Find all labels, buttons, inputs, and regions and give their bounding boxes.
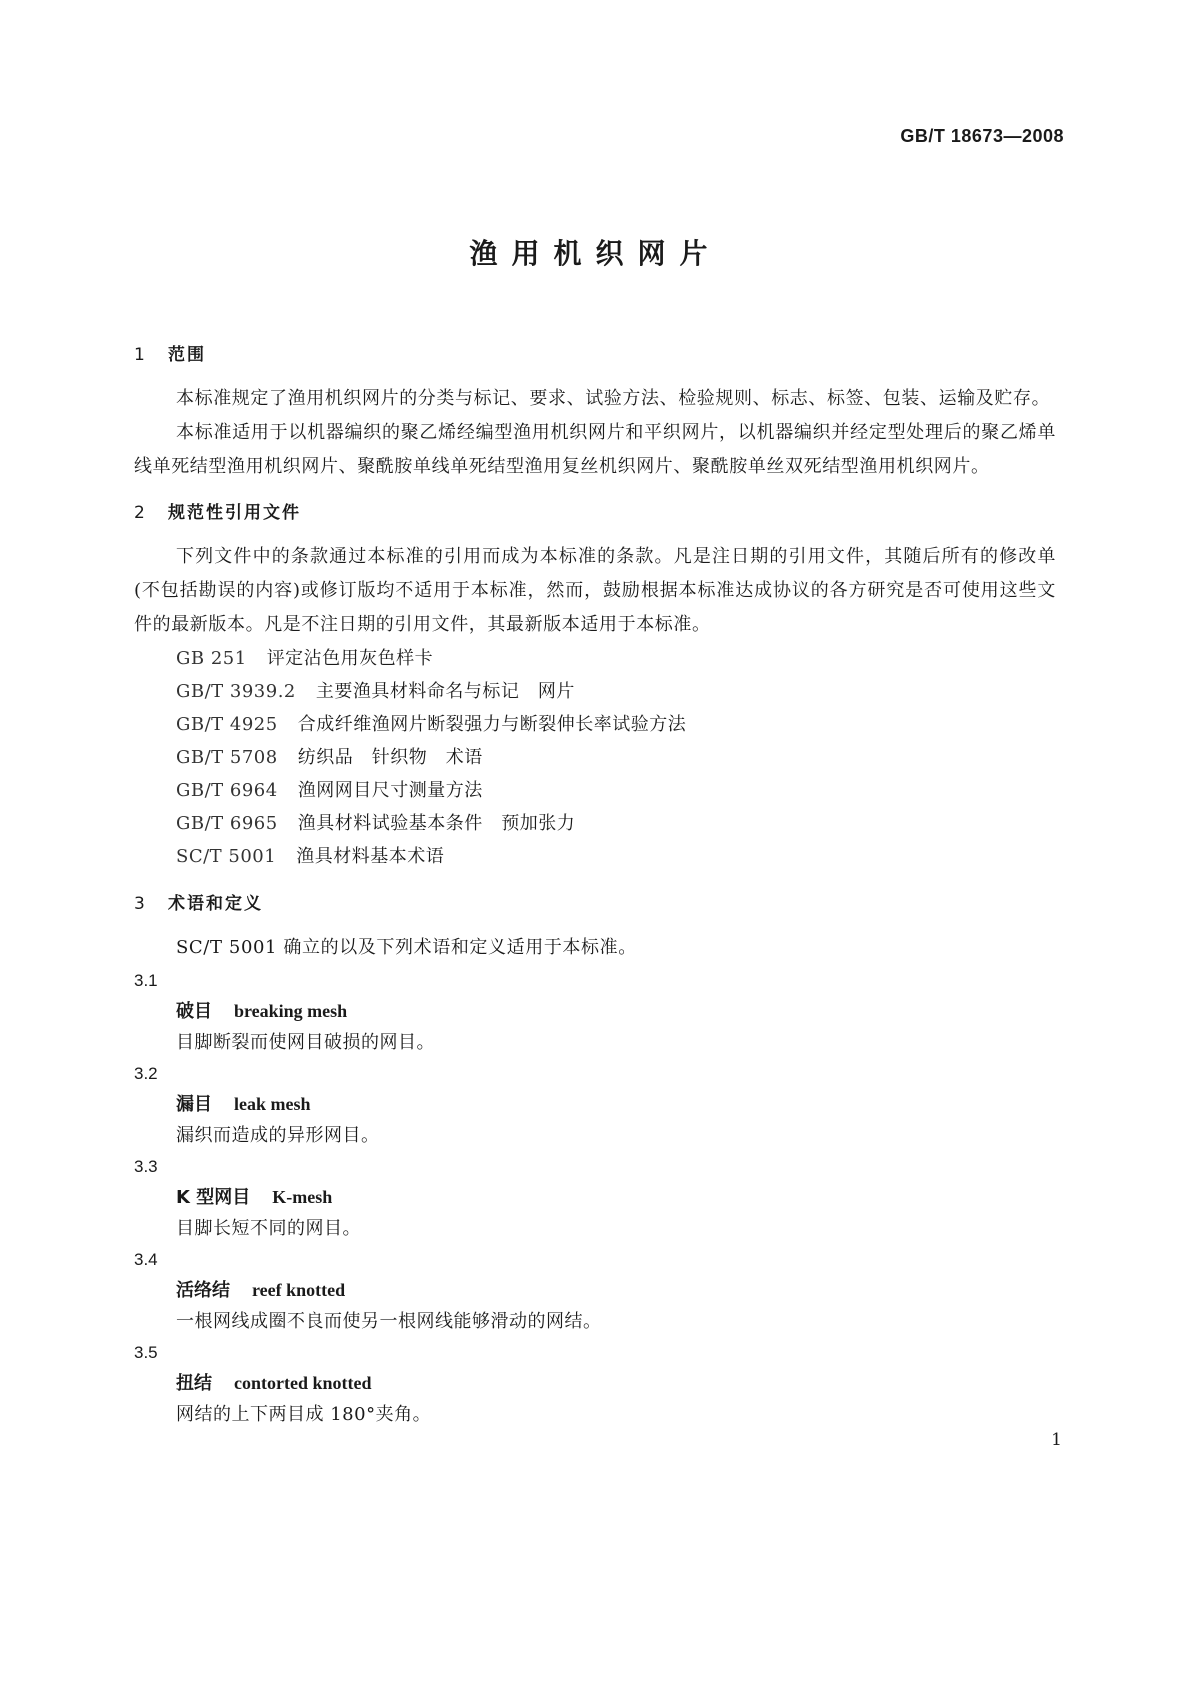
reference-title: 评定沾色用灰色样卡 (266, 648, 434, 669)
reference-code: GB/T 6964 (176, 780, 278, 801)
term-entry (134, 1337, 1056, 1430)
term-chinese: 破目 (176, 1001, 212, 1022)
reference-code: GB/T 4925 (176, 714, 278, 735)
term-number: 3.4 (134, 1250, 158, 1269)
term-definition: 网结的上下两目成 180°夹角。 (176, 1404, 432, 1425)
section-number: 3 (134, 894, 145, 914)
reference-list (134, 642, 1056, 873)
reference-title: 渔具材料试验基本条件 预加张力 (297, 813, 576, 834)
section-title: 范围 (168, 345, 206, 365)
reference-title: 渔具材料基本术语 (296, 846, 445, 867)
term-english: leak mesh (234, 1094, 311, 1114)
reference-item (134, 642, 1056, 675)
reference-code: SC/T 5001 (176, 846, 277, 867)
term-name (134, 1089, 1056, 1120)
term-entry (134, 1151, 1056, 1244)
reference-item (134, 840, 1056, 873)
term-chinese: K 型网目 (176, 1187, 251, 1208)
section-number: 1 (134, 345, 145, 365)
term-number: 3.2 (134, 1064, 158, 1083)
paragraph: SC/T 5001 确立的以及下列术语和定义适用于本标准。 (176, 937, 637, 958)
reference-code: GB/T 3939.2 (176, 681, 296, 702)
term-definition: 一根网线成圈不良而使另一根网线能够滑动的网结。 (176, 1311, 602, 1332)
section-heading-terms-and-definitions (134, 891, 1056, 917)
reference-item (134, 774, 1056, 807)
section-number: 2 (134, 503, 145, 523)
paragraph: 下列文件中的条款通过本标准的引用而成为本标准的条款。凡是注日期的引用文件，其随后所有的修改单(不包括勘误的内容)或修订版均不适用于本标准，然而，鼓励根据本标准达成协议的各方研究是否可使用这些文件的最新版本。凡是不注日期的引用文件，其最新版本适用于本标准。 (134, 546, 1056, 635)
reference-title: 纺织品 针织物 术语 (297, 747, 483, 768)
reference-code: GB 251 (176, 648, 247, 669)
reference-title: 合成纤维渔网片断裂强力与断裂伸长率试验方法 (297, 714, 687, 735)
section-heading-scope (134, 342, 1056, 368)
section-title: 术语和定义 (168, 894, 263, 914)
term-number: 3.1 (134, 971, 158, 990)
term-number: 3.5 (134, 1343, 158, 1362)
term-name (134, 1368, 1056, 1399)
reference-item (134, 807, 1056, 840)
paragraph: 本标准适用于以机器编织的聚乙烯经编型渔用机织网片和平织网片，以机器编织并经定型处理后的聚乙烯单线单死结型渔用机织网片、聚酰胺单线单死结型渔用复丝机织网片、聚酰胺单丝双死结型渔用机织网片。 (134, 422, 1056, 477)
paragraph: 本标准规定了渔用机织网片的分类与标记、要求、试验方法、检验规则、标志、标签、包装、运输及贮存。 (176, 388, 1051, 409)
term-name (134, 1275, 1056, 1306)
document-body (134, 342, 1056, 1430)
term-chinese: 活络结 (176, 1280, 230, 1301)
term-number: 3.3 (134, 1157, 158, 1176)
term-chinese: 漏目 (176, 1094, 212, 1115)
page-number: 1 (1051, 1430, 1062, 1450)
term-definition: 目脚断裂而使网目破损的网目。 (176, 1032, 435, 1053)
standard-code: GB/T 18673—2008 (900, 126, 1064, 146)
term-chinese: 扭结 (176, 1373, 212, 1394)
term-english: contorted knotted (234, 1373, 372, 1393)
reference-item (134, 675, 1056, 708)
reference-title: 渔网网目尺寸测量方法 (297, 780, 483, 801)
term-entry (134, 965, 1056, 1058)
reference-item (134, 708, 1056, 741)
term-name (134, 1182, 1056, 1213)
term-entry (134, 1244, 1056, 1337)
term-english: reef knotted (252, 1280, 346, 1300)
term-entry (134, 1058, 1056, 1151)
document-title: 渔用机织网片 (469, 237, 722, 270)
term-english: K-mesh (272, 1187, 333, 1207)
reference-code: GB/T 5708 (176, 747, 278, 768)
term-definition: 漏织而造成的异形网目。 (176, 1125, 380, 1146)
section-heading-normative-references (134, 500, 1056, 526)
term-english: breaking mesh (234, 1001, 348, 1021)
section-title: 规范性引用文件 (168, 503, 301, 523)
reference-code: GB/T 6965 (176, 813, 278, 834)
term-name (134, 996, 1056, 1027)
reference-title: 主要渔具材料命名与标记 网片 (315, 681, 575, 702)
term-definition: 目脚长短不同的网目。 (176, 1218, 361, 1239)
reference-item (134, 741, 1056, 774)
